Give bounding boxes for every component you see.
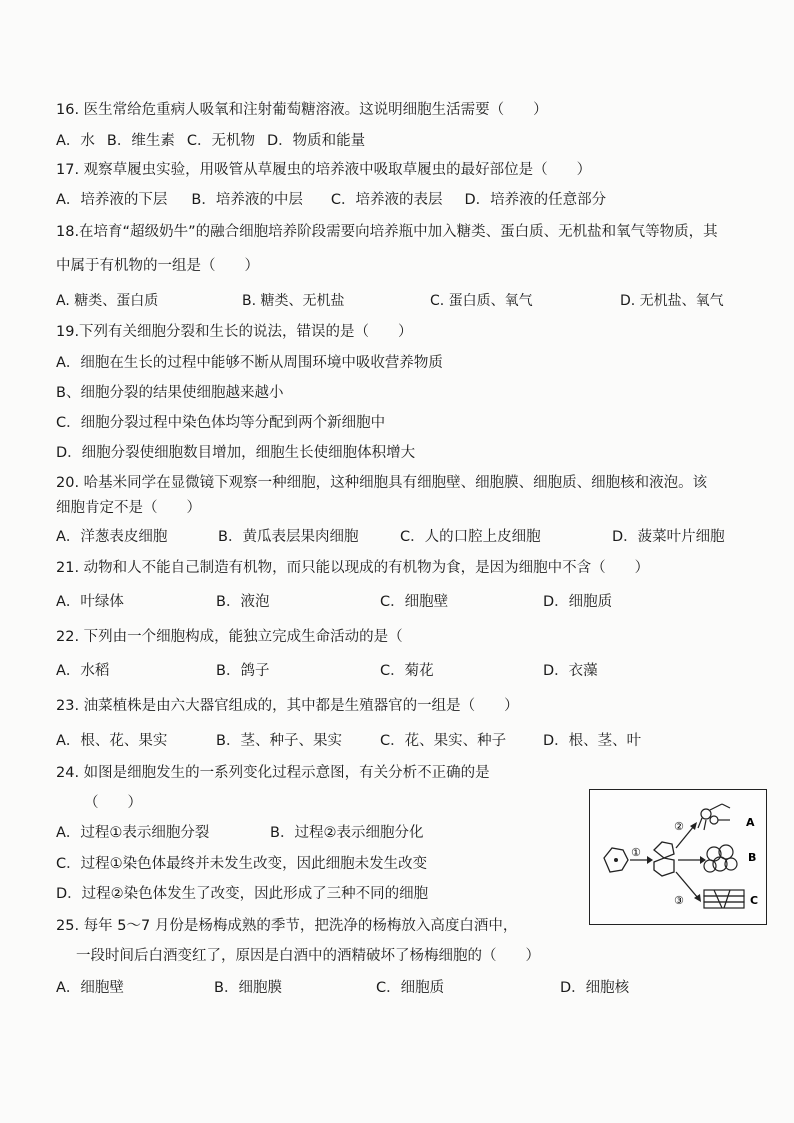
- label-c: C: [750, 894, 759, 907]
- option-a: A．水: [56, 133, 95, 149]
- question-25-option-a: A．细胞壁: [56, 980, 124, 996]
- divided-cell-top: [654, 842, 674, 858]
- question-18-stem-line1: 18.在培育“超级奶牛”的融合细胞培养阶段需要向培养瓶中加入糖类、蛋白质、无机盐和氧气等物质，其: [56, 224, 718, 240]
- question-17-options: [56, 190, 606, 210]
- cell-group-b: [704, 845, 737, 872]
- question-18-option-d: D. 无机盐、氧气: [620, 293, 724, 309]
- divided-cell-bottom: [654, 858, 674, 876]
- option-d: D．培养液的任意部分: [464, 192, 607, 208]
- question-16-stem: 16. 医生常给危重病人吸氧和注射葡萄糖溶液。这说明细胞生活需要（ ）: [56, 102, 548, 118]
- question-20-option-b: B．黄瓜表层果肉细胞: [218, 529, 359, 545]
- question-24-option-a: A．过程①表示细胞分裂: [56, 825, 210, 841]
- original-cell-nucleus: [614, 858, 618, 862]
- question-24-option-b: B．过程②表示细胞分化: [270, 825, 424, 841]
- question-21-option-c: C．细胞壁: [380, 594, 449, 610]
- question-23-option-d: D．根、茎、叶: [543, 733, 642, 749]
- label-process-2: ②: [674, 820, 684, 833]
- question-18-option-b: B. 糖类、无机盐: [242, 293, 345, 309]
- question-25-option-b: B．细胞膜: [214, 980, 282, 996]
- question-19-option-a: A．细胞在生长的过程中能够不断从周围环境中吸收营养物质: [56, 355, 443, 371]
- question-19-option-d: D．细胞分裂使细胞数目增加，细胞生长使细胞体积增大: [56, 445, 416, 461]
- question-20-option-c: C．人的口腔上皮细胞: [400, 529, 541, 545]
- question-22-option-b: B．鸽子: [216, 663, 270, 679]
- option-c: C．培养液的表层: [330, 192, 443, 208]
- label-a: A: [746, 816, 755, 829]
- label-process-3: ③: [674, 894, 684, 907]
- question-18-option-c: C. 蛋白质、氧气: [430, 293, 533, 309]
- option-b: B．维生素: [106, 133, 175, 149]
- question-23-option-b: B．茎、种子、果实: [216, 733, 342, 749]
- option-a: A．培养液的下层: [56, 192, 168, 208]
- question-24-option-d: D．过程②染色体发生了改变，因此形成了三种不同的细胞: [56, 886, 429, 902]
- question-19-option-c: C．细胞分裂过程中染色体均等分配到两个新细胞中: [56, 415, 386, 431]
- cell-group-c: [704, 890, 744, 908]
- question-23-stem: 23. 油菜植株是由六大器官组成的，其中都是生殖器官的一组是（ ）: [56, 698, 519, 714]
- question-19-stem: 19.下列有关细胞分裂和生长的说法，错误的是（ ）: [56, 324, 413, 340]
- question-16-options: [56, 131, 365, 151]
- question-22-stem: 22. 下列由一个细胞构成，能独立完成生命活动的是（: [56, 629, 403, 645]
- question-20-stem-line2: 细胞肯定不是（ ）: [56, 500, 201, 516]
- question-25-stem-line2: 一段时间后白酒变红了，原因是白酒中的酒精破坏了杨梅细胞的（ ）: [76, 948, 540, 964]
- cell-group-a: [698, 804, 730, 830]
- question-22-option-d: D．衣藻: [543, 663, 598, 679]
- question-24-stem: 24. 如图是细胞发生的一系列变化过程示意图，有关分析不正确的是: [56, 765, 490, 781]
- question-20-stem-line1: 20. 哈基米同学在显微镜下观察一种细胞，这种细胞具有细胞壁、细胞膜、细胞质、细胞核和液泡。该: [56, 475, 708, 491]
- question-24-option-c: C．过程①染色体最终并未发生改变，因此细胞未发生改变: [56, 856, 428, 872]
- arrow-1-head: [647, 856, 653, 864]
- label-b: B: [748, 851, 757, 864]
- option-b: B．培养液的中层: [191, 192, 303, 208]
- option-d: D．物质和能量: [267, 133, 366, 149]
- question-21-stem: 21. 动物和人不能自己制造有机物，而只能以现成的有机物为食，是因为细胞中不含（ ）: [56, 560, 650, 576]
- question-25-stem-line1: 25. 每年 5～7 月份是杨梅成熟的季节，把洗净的杨梅放入高度白酒中，: [56, 918, 518, 934]
- question-18-stem-line2: 中属于有机物的一组是（ ）: [56, 258, 259, 274]
- question-17-stem: 17. 观察草履虫实验，用吸管从草履虫的培养液中吸取草履虫的最好部位是（ ）: [56, 162, 592, 178]
- option-c: C．无机物: [186, 133, 255, 149]
- cell-process-diagram: [590, 790, 766, 924]
- question-22-option-c: C．菊花: [380, 663, 434, 679]
- question-18-option-a: A. 糖类、蛋白质: [56, 293, 159, 309]
- question-23-option-c: C．花、果实、种子: [380, 733, 507, 749]
- cell-process-figure: [589, 789, 767, 925]
- question-21-option-b: B．液泡: [216, 594, 270, 610]
- label-process-1: ①: [631, 846, 641, 859]
- question-21-option-d: D．细胞质: [543, 594, 613, 610]
- question-20-option-a: A．洋葱表皮细胞: [56, 529, 168, 545]
- question-24-paren: （ ）: [84, 795, 142, 811]
- question-20-option-d: D．菠菜叶片细胞: [612, 529, 725, 545]
- question-19-option-b: B、细胞分裂的结果使细胞越来越小: [56, 385, 284, 401]
- question-25-option-c: C．细胞质: [376, 980, 445, 996]
- question-22-option-a: A．水稻: [56, 663, 110, 679]
- question-25-option-d: D．细胞核: [560, 980, 630, 996]
- question-23-option-a: A．根、花、果实: [56, 733, 168, 749]
- question-21-option-a: A．叶绿体: [56, 594, 124, 610]
